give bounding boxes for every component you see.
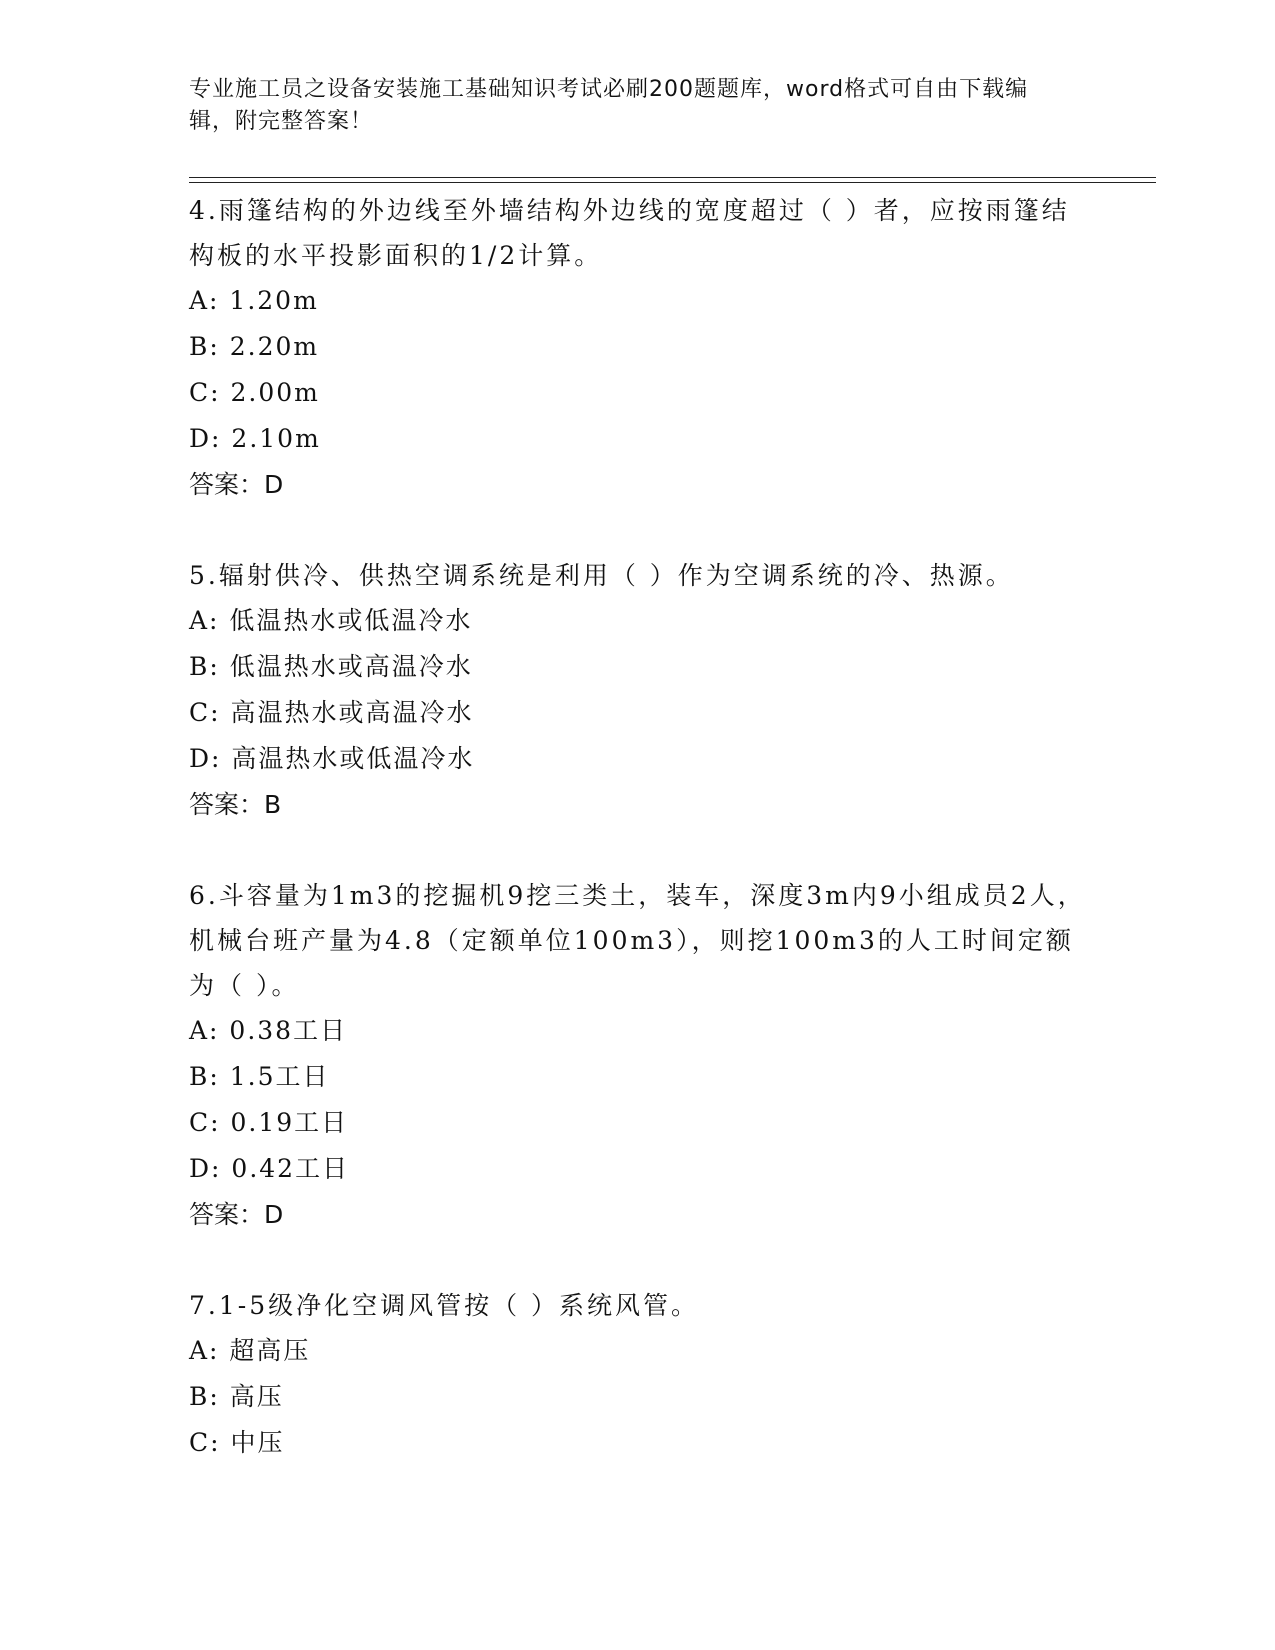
- option-b: B: 高压: [189, 1382, 284, 1411]
- option-c: C: 0.19工日: [189, 1108, 349, 1137]
- question-4: [189, 188, 1089, 507]
- question-7: [189, 1283, 1089, 1466]
- question-stem: 4.雨篷结构的外边线至外墙结构外边线的宽度超过（ ）者，应按雨篷结构板的水平投影面积的1/2计算。: [189, 196, 1070, 270]
- header-divider-bottom: [189, 182, 1156, 183]
- option-b: B: 低温热水或高温冷水: [189, 652, 473, 681]
- question-stem: 5.辐射供冷、供热空调系统是利用（ ）作为空调系统的冷、热源。: [189, 561, 1014, 590]
- option-c: C: 2.00m: [189, 378, 320, 407]
- question-list: [189, 188, 1089, 1512]
- question-5: [189, 553, 1089, 827]
- answer-line: 答案：B: [189, 790, 282, 819]
- answer-line: 答案：D: [189, 1200, 284, 1229]
- document-header: 专业施工员之设备安装施工基础知识考试必刷200题题库，word格式可自由下载编辑，附完整答案！: [189, 77, 1029, 134]
- question-stem: 7.1-5级净化空调风管按（ ）系统风管。: [189, 1291, 700, 1320]
- option-b: B: 1.5工日: [189, 1062, 330, 1091]
- question-stem: 6.斗容量为1m3的挖掘机9挖三类土，装车，深度3m内9小组成员2人，机械台班产量为4.8（定额单位100m3），则挖100m3的人工时间定额为（ ）。: [189, 881, 1086, 1000]
- option-c: C: 中压: [189, 1428, 285, 1457]
- option-d: D: 0.42工日: [189, 1154, 350, 1183]
- header-divider-top: [189, 177, 1156, 178]
- question-6: [189, 873, 1089, 1237]
- option-b: B: 2.20m: [189, 332, 320, 361]
- option-d: D: 2.10m: [189, 424, 321, 453]
- option-d: D: 高温热水或低温冷水: [189, 744, 475, 773]
- answer-line: 答案：D: [189, 470, 284, 499]
- option-c: C: 高温热水或高温冷水: [189, 698, 474, 727]
- option-a: A: 低温热水或低温冷水: [189, 606, 473, 635]
- option-a: A: 0.38工日: [189, 1016, 348, 1045]
- option-a: A: 超高压: [189, 1336, 311, 1365]
- option-a: A: 1.20m: [189, 286, 319, 315]
